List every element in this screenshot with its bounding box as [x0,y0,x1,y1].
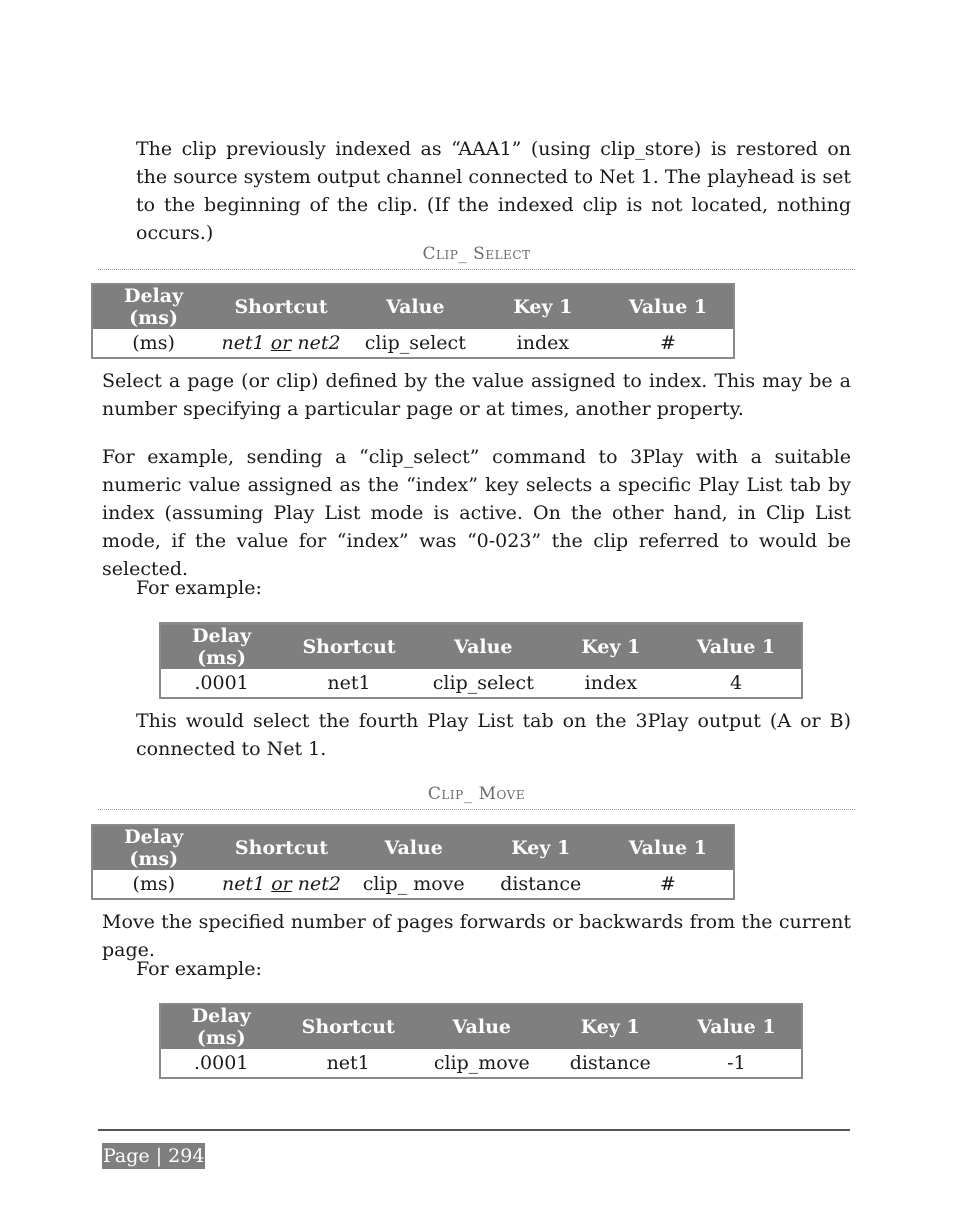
example-note: This would select the fourth Play List tab on the 3Play output (A or B) connected to Net 1. [136,710,851,760]
col-header: Shortcut [214,825,348,870]
table-header-row [92,284,734,329]
col-header: Delay (ms) [160,1004,281,1049]
cell-value: clip_move [415,1049,549,1078]
table-row [92,870,734,899]
col-header: Value 1 [672,1004,802,1049]
cell-delay: (ms) [92,870,214,899]
cell-shortcut: net1 or net2 [214,329,348,358]
col-header: Key 1 [479,825,603,870]
cell-value: clip_ move [349,870,479,899]
cell-value1: # [603,329,734,358]
cell-key1: distance [549,1049,672,1078]
col-header: Value [415,1004,549,1049]
table-header-row [160,624,802,670]
intro-paragraph: The clip previously indexed as “AAA1” (using clip_store) is restored on the source system output channel connected to Net 1. The playhead is set to the beginning of the clip. (If the indexed clip is not located, nothing occurs.) [136,138,851,244]
footer-rule [98,1129,850,1131]
cell-shortcut: net1 [281,1049,414,1078]
col-header: Delay (ms) [92,284,214,329]
cell-key1: distance [479,870,603,899]
col-header: Shortcut [214,284,348,329]
clip-select-example-description: For example, sending a “clip_select” command to 3Play with a suitable numeric value assigned as the “index” key selects a specific Play List tab by index (assuming Play List mode is active. On the other hand, in Clip List mode, if the value for “index” was “0-023” the clip referred to would be selected. [102,446,851,580]
col-header: Value [349,825,479,870]
cell-delay: .0001 [160,1049,281,1078]
table-header-row [92,825,734,870]
cell-key1: index [551,669,671,698]
col-header: Value [416,624,551,670]
cell-value1: -1 [672,1049,802,1078]
cell-shortcut: net1 or net2 [214,870,348,899]
col-header: Value [348,284,483,329]
col-header: Key 1 [483,284,603,329]
section-heading-clip-select: Clip_ Select [98,243,855,270]
table-row [92,329,734,358]
col-header: Shortcut [282,624,416,670]
clip-move-example-table [159,1003,803,1079]
cell-delay: (ms) [92,329,214,358]
col-header: Delay (ms) [92,825,214,870]
example-label: For example: [136,577,262,599]
col-header: Key 1 [551,624,671,670]
clip-select-syntax-table [91,283,735,359]
cell-value1: 4 [671,669,802,698]
cell-value1: # [603,870,734,899]
col-header: Value 1 [603,284,734,329]
cell-shortcut: net1 [282,669,416,698]
cell-delay: .0001 [160,669,282,698]
clip-move-description: Move the specified number of pages forwards or backwards from the current page. [102,911,851,961]
table-row [160,1049,802,1078]
cell-value: clip_select [348,329,483,358]
clip-move-syntax-table [91,824,735,900]
example-label: For example: [136,958,262,980]
clip-select-description: Select a page (or clip) defined by the value assigned to index. This may be a number specifying a particular page or at times, another property. [102,370,851,420]
col-header: Delay (ms) [160,624,282,670]
clip-select-example-table [159,622,803,699]
col-header: Value 1 [671,624,802,670]
col-header: Key 1 [549,1004,672,1049]
col-header: Shortcut [281,1004,414,1049]
cell-key1: index [483,329,603,358]
table-row [160,669,802,698]
page-number: Page | 294 [103,1145,205,1167]
cell-value: clip_select [416,669,551,698]
section-heading-clip-move: Clip_ Move [98,783,855,810]
table-header-row [160,1004,802,1049]
col-header: Value 1 [603,825,734,870]
